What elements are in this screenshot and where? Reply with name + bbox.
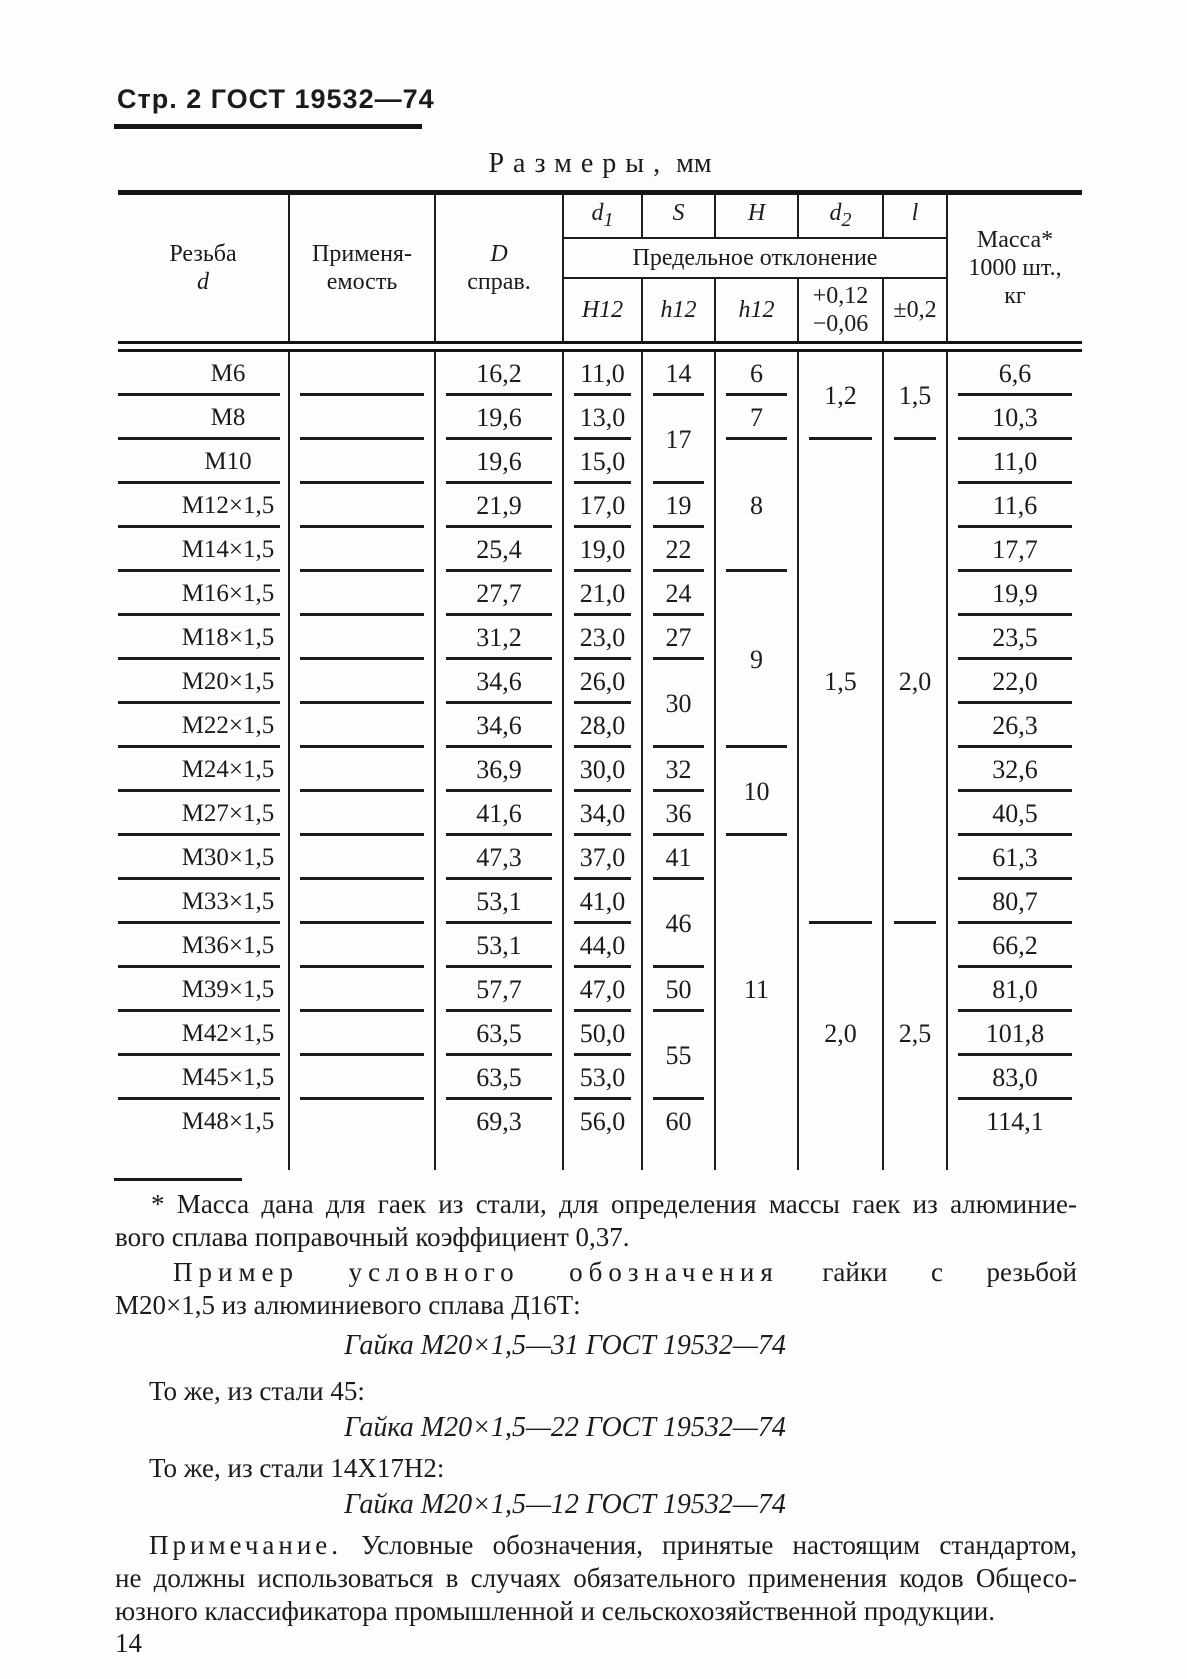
cell-r9-c4: 32: [642, 748, 715, 792]
table-header: [118, 193, 1082, 351]
cell-r4-c8: 17,7: [947, 528, 1082, 572]
cell-r8-c0: М22×1,5: [118, 704, 289, 748]
cell-r3-c1: [289, 484, 435, 528]
cell-r1-c3: 13,0: [563, 396, 642, 440]
cell-r17-c4: 60: [642, 1100, 715, 1144]
cell-r12-c3: 41,0: [563, 880, 642, 924]
note-line1: [115, 1529, 1077, 1562]
cell-r11-c5: 11: [715, 836, 798, 1144]
cell-r1-c5: 7: [715, 396, 798, 440]
cell-r0-c7: 1,5: [883, 351, 947, 441]
cell-r5-c2: 27,7: [435, 572, 563, 616]
cell-r8-c8: 26,3: [947, 704, 1082, 748]
cell-r4-c2: 25,4: [435, 528, 563, 572]
footnote-rule: [114, 1178, 242, 1181]
cell-r2-c7: 2,0: [883, 440, 947, 924]
dimensions-table: [118, 190, 1082, 1170]
cell-r6-c1: [289, 616, 435, 660]
cell-r6-c3: 23,0: [563, 616, 642, 660]
cell-r7-c1: [289, 660, 435, 704]
footnote: [115, 1188, 1077, 1254]
same-steel-14x17: То же, из стали 14Х17Н2:: [149, 1453, 445, 1483]
same-steel-45: То же, из стали 45:: [149, 1376, 365, 1406]
cell-r0-c6: 1,2: [798, 351, 883, 441]
cell-r13-c6: 2,0: [798, 924, 883, 1144]
cell-r7-c0: М20×1,5: [118, 660, 289, 704]
cell-r5-c5: 9: [715, 572, 798, 748]
cell-r9-c3: 30,0: [563, 748, 642, 792]
tolerance-d2: +0,12 −0,06: [798, 278, 883, 343]
stub-cell-c6: [798, 1144, 883, 1170]
cell-r2-c8: 11,0: [947, 440, 1082, 484]
footnote-line1: * Масса дана для гаек из стали, для определения массы гаек из алюминие-: [151, 1189, 1077, 1219]
deviation-header: Предельное отклонение: [563, 238, 947, 278]
table-title-unit: мм: [676, 148, 712, 179]
cell-r16-c3: 53,0: [563, 1056, 642, 1100]
cell-r12-c1: [289, 880, 435, 924]
tolerance-d1: H12: [563, 278, 642, 343]
cell-r1-c0: М8: [118, 396, 289, 440]
stub-cell-c7: [883, 1144, 947, 1170]
cell-r7-c8: 22,0: [947, 660, 1082, 704]
cell-r1-c4: 17: [642, 396, 715, 484]
cell-r11-c1: [289, 836, 435, 880]
stub-cell-c5: [715, 1144, 798, 1170]
note-line3: юзного классификатора промышленной и сельскохозяйственной продукции.: [115, 1596, 995, 1626]
cell-r11-c2: 47,3: [435, 836, 563, 880]
col-header-h: H: [715, 193, 798, 239]
note-line2: не должны использоваться в случаях обязательного применения кодов Общесо-: [115, 1563, 1077, 1593]
cell-r5-c3: 21,0: [563, 572, 642, 616]
cell-r5-c1: [289, 572, 435, 616]
cell-r8-c3: 28,0: [563, 704, 642, 748]
col-header-d1: $d_1$: [563, 193, 642, 239]
cell-r4-c3: 19,0: [563, 528, 642, 572]
cell-r17-c0: М48×1,5: [118, 1100, 289, 1144]
note-label: Примечание.: [149, 1530, 343, 1560]
stub-cell-c2: [435, 1144, 563, 1170]
table-title-spaced: Размеры,: [488, 148, 670, 179]
cell-r0-c2: 16,2: [435, 351, 563, 397]
cell-r8-c1: [289, 704, 435, 748]
cell-r16-c0: М45×1,5: [118, 1056, 289, 1100]
table-body: [118, 351, 1082, 1171]
footnote-line2: вого сплава поправочный коэффициент 0,37.: [115, 1222, 630, 1252]
col-header-mass: Масса* 1000 шт., кг: [968, 227, 1062, 309]
cell-r15-c3: 50,0: [563, 1012, 642, 1056]
cell-r10-c1: [289, 792, 435, 836]
cell-r14-c3: 47,0: [563, 968, 642, 1012]
stub-cell-c3: [563, 1144, 642, 1170]
cell-r17-c1: [289, 1100, 435, 1144]
cell-r4-c0: М14×1,5: [118, 528, 289, 572]
cell-r15-c8: 101,8: [947, 1012, 1082, 1056]
cell-r9-c8: 32,6: [947, 748, 1082, 792]
stub-cell-c0: [118, 1144, 289, 1170]
cell-r0-c5: 6: [715, 351, 798, 397]
stub-cell-c1: [289, 1144, 435, 1170]
col-header-l: l: [883, 193, 947, 239]
note-paragraph: [115, 1529, 1077, 1628]
col-header-s: S: [642, 193, 715, 239]
cell-r7-c2: 34,6: [435, 660, 563, 704]
cell-r14-c2: 57,7: [435, 968, 563, 1012]
cell-r2-c5: 8: [715, 440, 798, 572]
cell-r12-c2: 53,1: [435, 880, 563, 924]
cell-r17-c3: 56,0: [563, 1100, 642, 1144]
example-intro-line2: М20×1,5 из алюминиевого сплава Д16Т:: [115, 1290, 581, 1320]
cell-r14-c4: 50: [642, 968, 715, 1012]
cell-r11-c4: 41: [642, 836, 715, 880]
cell-r6-c0: М18×1,5: [118, 616, 289, 660]
header-separator-double-rule: [118, 343, 1082, 351]
cell-r14-c8: 81,0: [947, 968, 1082, 1012]
designation-aluminium: Гайка М20×1,5—31 ГОСТ 19532—74: [344, 1330, 786, 1361]
cell-r10-c8: 40,5: [947, 792, 1082, 836]
cell-r1-c1: [289, 396, 435, 440]
cell-r3-c3: 17,0: [563, 484, 642, 528]
cell-r9-c0: М24×1,5: [118, 748, 289, 792]
cell-r11-c0: М30×1,5: [118, 836, 289, 880]
cell-r2-c0: М10: [118, 440, 289, 484]
cell-r1-c8: 10,3: [947, 396, 1082, 440]
col-header-d-ref: D справ.: [435, 193, 563, 343]
cell-r15-c0: М42×1,5: [118, 1012, 289, 1056]
col-header-thread: Резьба d: [118, 193, 289, 343]
cell-r3-c8: 11,6: [947, 484, 1082, 528]
cell-r1-c2: 19,6: [435, 396, 563, 440]
cell-r14-c0: М39×1,5: [118, 968, 289, 1012]
cell-r14-c1: [289, 968, 435, 1012]
cell-r3-c2: 21,9: [435, 484, 563, 528]
designation-steel45: Гайка М20×1,5—22 ГОСТ 19532—74: [344, 1412, 786, 1443]
cell-r8-c2: 34,6: [435, 704, 563, 748]
cell-r2-c1: [289, 440, 435, 484]
cell-r15-c4: 55: [642, 1012, 715, 1100]
example-intro-rest: гайки с резьбой: [822, 1257, 1077, 1287]
cell-r17-c8: 114,1: [986, 1107, 1044, 1136]
cell-r0-c3: 11,0: [563, 351, 642, 397]
running-header-rule: [114, 124, 422, 129]
cell-r13-c1: [289, 924, 435, 968]
cell-r16-c8: 83,0: [947, 1056, 1082, 1100]
stub-cell-c8: [947, 1144, 1082, 1170]
cell-r17-c2: 69,3: [435, 1100, 563, 1144]
cell-r6-c2: 31,2: [435, 616, 563, 660]
cell-r12-c4: 46: [642, 880, 715, 968]
cell-r3-c4: 19: [642, 484, 715, 528]
cell-r4-c1: [289, 528, 435, 572]
cell-r10-c2: 41,6: [435, 792, 563, 836]
dimensions-table-box: [118, 190, 1082, 1170]
cell-r10-c3: 34,0: [563, 792, 642, 836]
tolerance-s: h12: [642, 278, 715, 343]
tolerance-h: h12: [715, 278, 798, 343]
cell-r10-c0: М27×1,5: [118, 792, 289, 836]
note-line1-rest: Условные обозначения, принятые настоящим стандартом,: [361, 1530, 1078, 1560]
cell-r2-c2: 19,6: [435, 440, 563, 484]
cell-r0-c8: 6,6: [947, 351, 1082, 397]
cell-r15-c1: [289, 1012, 435, 1056]
page-number: 14: [115, 1628, 142, 1658]
designation-steel14x17: Гайка М20×1,5—12 ГОСТ 19532—74: [344, 1489, 786, 1520]
cell-r5-c8: 19,9: [947, 572, 1082, 616]
cell-r2-c6: 1,5: [798, 440, 883, 924]
running-header: Стр. 2 ГОСТ 19532—74: [117, 84, 435, 114]
cell-r6-c4: 27: [642, 616, 715, 660]
cell-r13-c2: 53,1: [435, 924, 563, 968]
cell-r13-c8: 66,2: [947, 924, 1082, 968]
cell-r3-c0: М12×1,5: [118, 484, 289, 528]
cell-r16-c2: 63,5: [435, 1056, 563, 1100]
cell-r15-c2: 63,5: [435, 1012, 563, 1056]
cell-r9-c2: 36,9: [435, 748, 563, 792]
cell-r7-c3: 26,0: [563, 660, 642, 704]
cell-r9-c1: [289, 748, 435, 792]
cell-r12-c8: 80,7: [947, 880, 1082, 924]
cell-r11-c8: 61,3: [947, 836, 1082, 880]
cell-r13-c7: 2,5: [883, 924, 947, 1144]
cell-r0-c4: 14: [642, 351, 715, 397]
cell-r13-c3: 44,0: [563, 924, 642, 968]
tolerance-l: ±0,2: [883, 278, 947, 343]
example-intro-line1: [115, 1256, 1077, 1289]
cell-r12-c0: М33×1,5: [118, 880, 289, 924]
stub-cell-c4: [642, 1144, 715, 1170]
cell-r4-c4: 22: [642, 528, 715, 572]
cell-r16-c1: [289, 1056, 435, 1100]
cell-r10-c4: 36: [642, 792, 715, 836]
cell-r13-c0: М36×1,5: [118, 924, 289, 968]
cell-r5-c4: 24: [642, 572, 715, 616]
cell-r0-c1: [289, 351, 435, 397]
example-intro-spaced: Пример условного обозначения: [173, 1257, 779, 1287]
col-header-d2: $d_2$: [798, 193, 883, 239]
cell-r5-c0: М16×1,5: [118, 572, 289, 616]
cell-r6-c8: 23,5: [947, 616, 1082, 660]
cell-r7-c4: 30: [642, 660, 715, 748]
example-intro: [115, 1256, 1077, 1322]
cell-r0-c0: М6: [118, 351, 289, 397]
cell-r11-c3: 37,0: [563, 836, 642, 880]
cell-r9-c5: 10: [715, 748, 798, 836]
table-title: [118, 148, 1082, 180]
col-header-applicability: Применя- емость: [289, 193, 435, 343]
cell-r2-c3: 15,0: [563, 440, 642, 484]
